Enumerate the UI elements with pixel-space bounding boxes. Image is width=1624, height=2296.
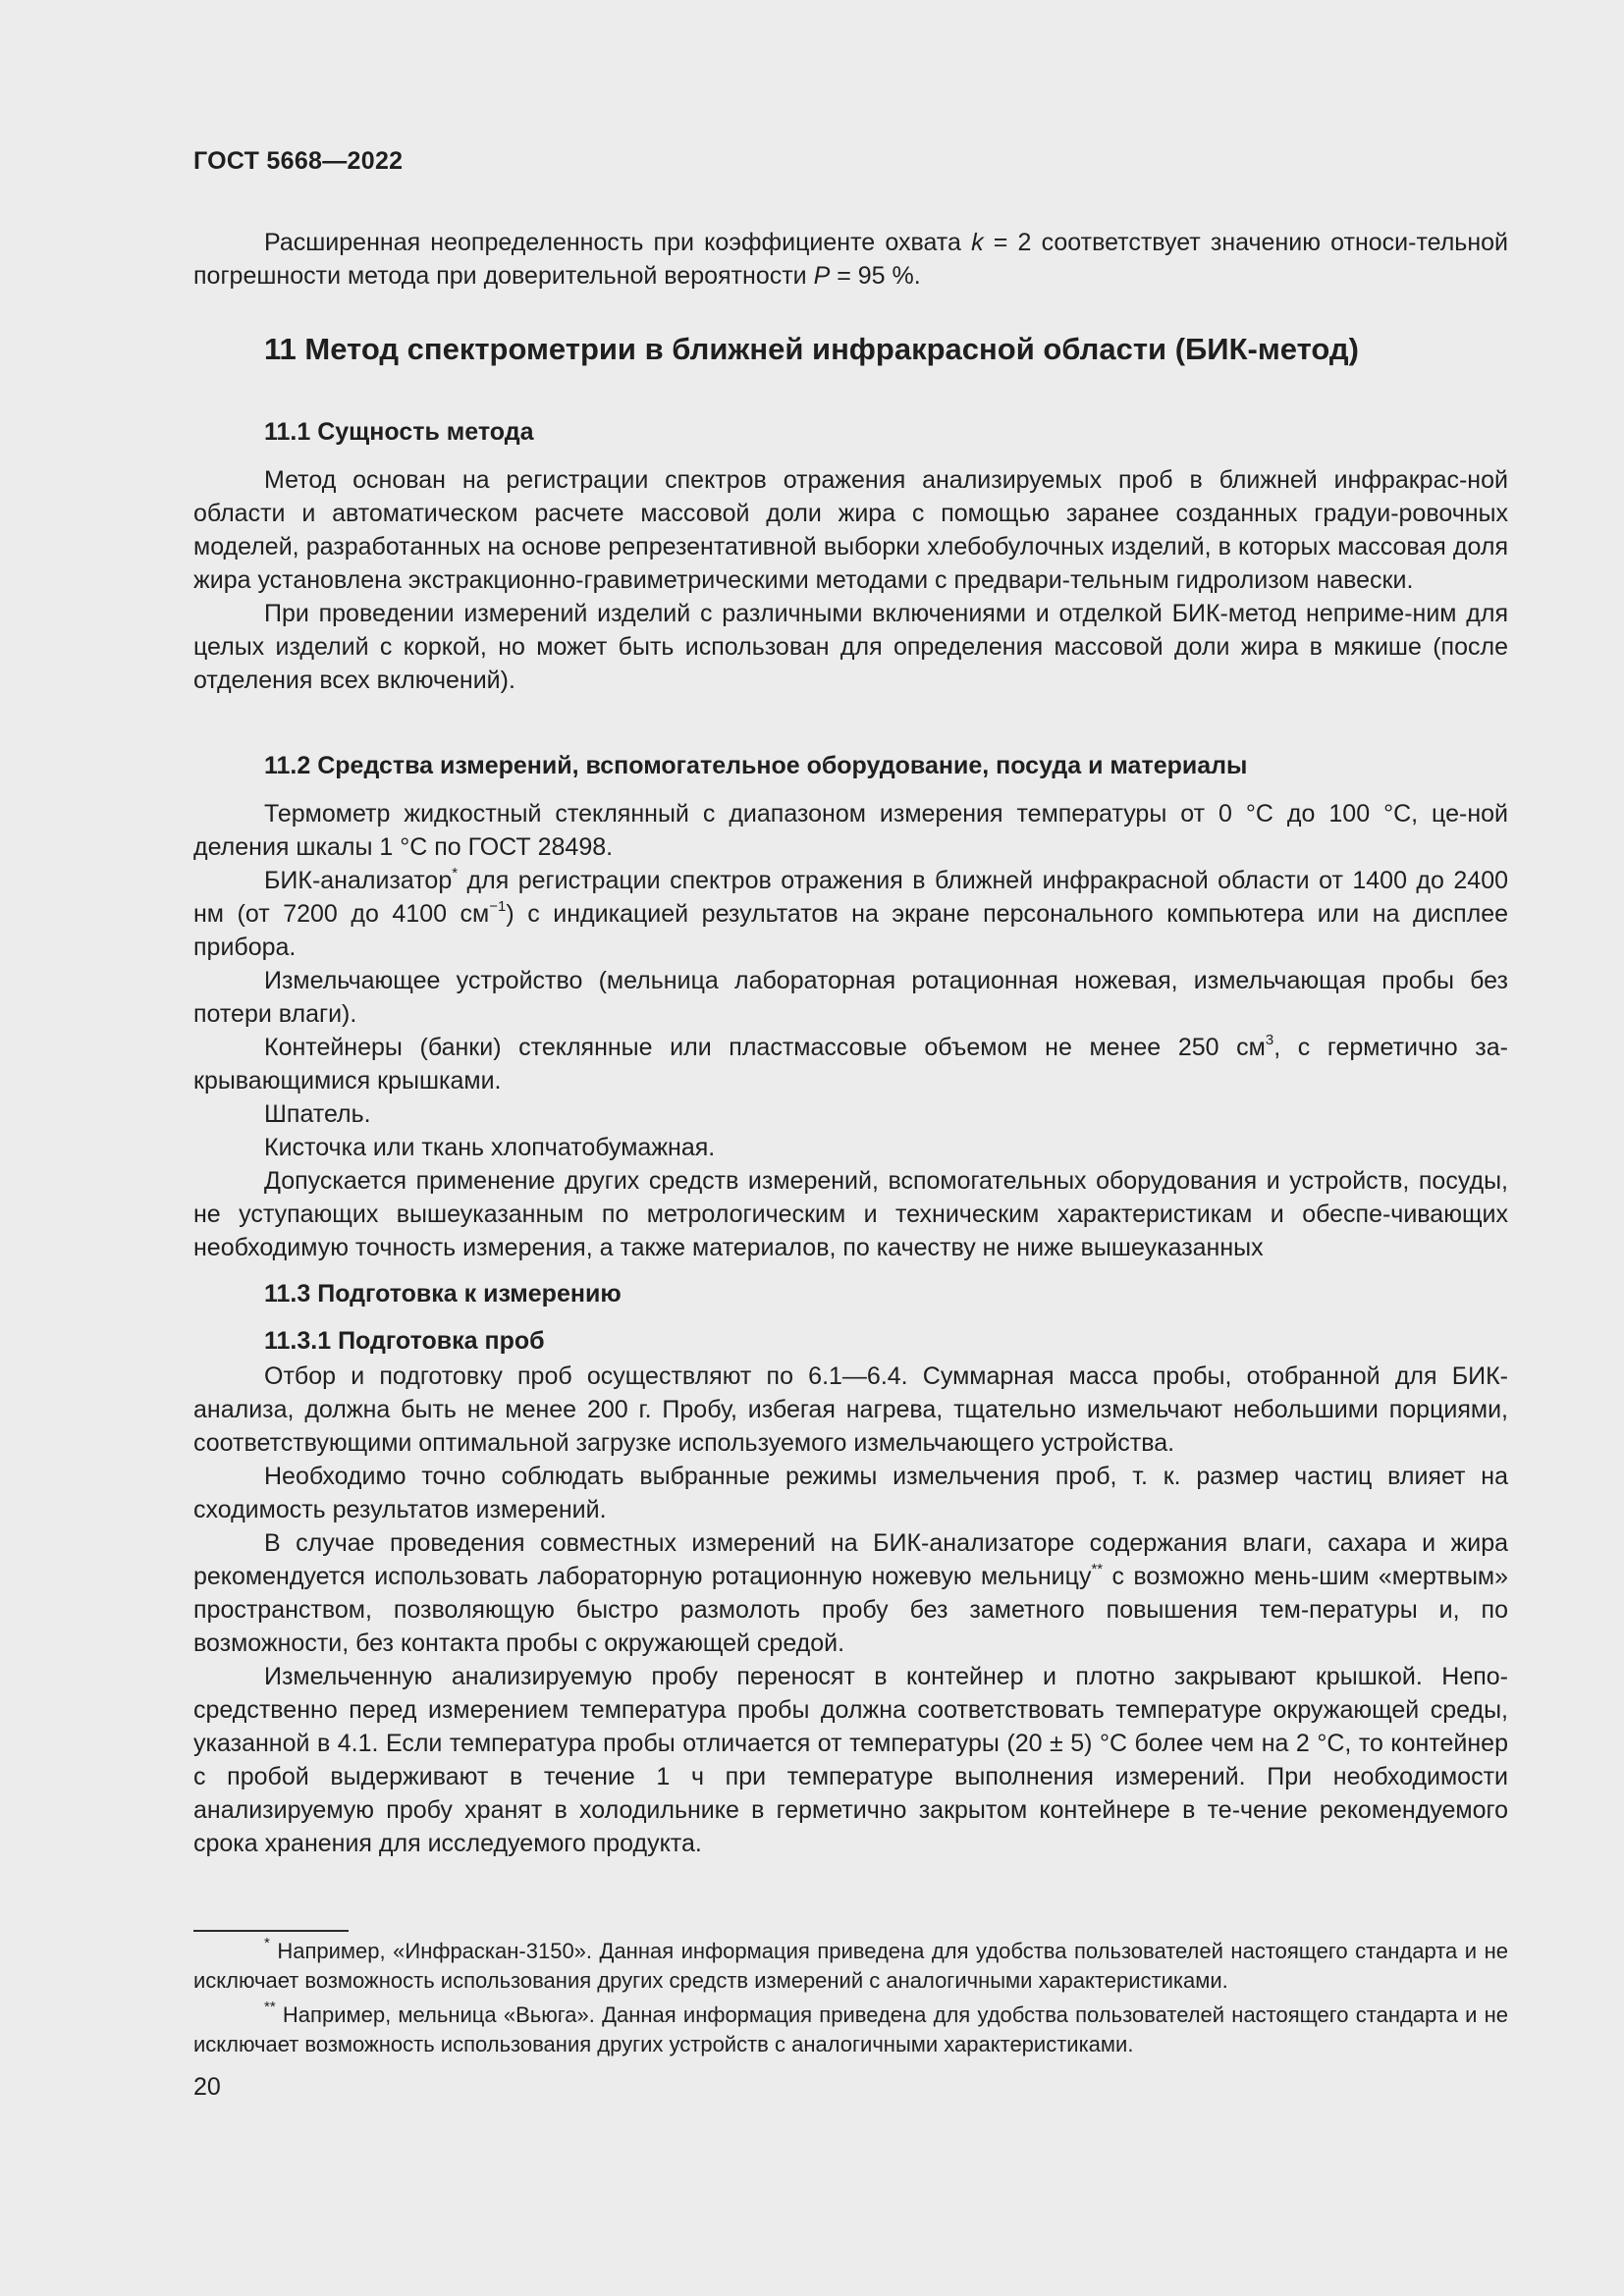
text-run: = 2 соответствует значению относи-тельной погрешности метода при доверительной вероятности — [193, 229, 1508, 290]
footnote — [193, 2001, 1508, 2059]
subsection-11-2-body — [193, 797, 1508, 1264]
text-run: с возможно мень-шим «мертвым» пространством, позволяющую быстро размолоть пробу без заметного повышения тем-пературы и, по возможности, без контакта пробы с окружающей средой. — [193, 1563, 1508, 1657]
text-run: для регистрации спектров отражения в ближней инфракрасной области от 1400 до 2400 нм (от 7200 до 4100 см — [193, 867, 1508, 928]
subsection-11-3-1-body — [193, 1360, 1508, 1860]
paragraph: Метод основан на регистрации спектров отражения анализируемых проб в ближней инфракрас-ной области и автоматическом расчете массовой доли жира с помощью заранее созданных градуи-ровочных моделей, разработанных на основе репрезентативной выборки хлебобулочных изделий, в которых массовая доля жира установлена экстракционно-гравиметрическими методами с предвари-тельным гидролизом навески. — [193, 466, 1508, 594]
paragraph: Допускается применение других средств измерений, вспомогательных оборудования и устройств, посуды, не уступающих вышеуказанным по метрологическим и техническим характеристикам и обеспе-чивающих необходимую точность измерения, а также материалов, по качеству не ниже вышеуказанных — [193, 1167, 1508, 1261]
footnote-ref: ** — [1091, 1561, 1104, 1577]
paragraph: Термометр жидкостный стеклянный с диапазоном измерения температуры от 0 °С до 100 °С, це-ной деления шкалы 1 °С по ГОСТ 28498. — [193, 800, 1508, 861]
text-run: Контейнеры (банки) стеклянные или пластмассовые объемом не менее 250 см — [264, 1034, 1266, 1061]
page-number: 20 — [193, 2073, 221, 2101]
subsection-11-1-body — [193, 463, 1508, 697]
footnote-ref: * — [452, 865, 459, 881]
intro-paragraph — [193, 226, 1508, 293]
paragraph: При проведении измерений изделий с различными включениями и отделкой БИК-метод неприме-ним для целых изделий с коркой, но может быть использован для определения массовой доли жира в мякише (после отделения всех включений). — [193, 600, 1508, 694]
text-run: БИК-анализатор — [264, 867, 453, 894]
text-run: = 95 %. — [830, 262, 921, 290]
variable-k: k — [971, 229, 984, 256]
paragraph — [193, 1031, 1508, 1097]
paragraph: Измельченную анализируемую пробу переносят в контейнер и плотно закрывают крышкой. Непо-средственно перед измерением температура пробы должна соответствовать температуре окружающей среды, указанной в 4.1. Если температура пробы отличается от температуры (20 ± 5) °С более чем на 2 °С, то контейнер с пробой выдерживают в течение 1 ч при температуре выполнения измерений. При необходимости анализируемую пробу хранят в холодильнике в герметично закрытом контейнере в те-чение рекомендуемого срока хранения для исследуемого продукта. — [193, 1663, 1508, 1857]
paragraph: Шпатель. — [264, 1100, 371, 1128]
paragraph: Кисточка или ткань хлопчатобумажная. — [264, 1134, 716, 1161]
subsection-11-3-title: 11.3 Подготовка к измерению — [264, 1280, 622, 1308]
exponent: 3 — [1265, 1032, 1274, 1048]
standard-code-header: ГОСТ 5668—2022 — [193, 147, 404, 175]
text-run: ) с индикацией результатов на экране персонального компьютера или на дисплее прибора. — [193, 900, 1509, 961]
exponent: −1 — [489, 898, 507, 915]
footnote-separator — [193, 1930, 349, 1932]
subsection-11-3-1-title: 11.3.1 Подготовка проб — [264, 1327, 545, 1355]
footnote-mark: * — [264, 1935, 270, 1951]
paragraph: Необходимо точно соблюдать выбранные режимы измельчения проб, т. к. размер частиц влияет на сходимость результатов измерений. — [193, 1463, 1508, 1523]
footnotes-block — [193, 1937, 1508, 2059]
text-run: , с герметично за-крывающимися крышками. — [193, 1034, 1508, 1095]
footnote-text: Например, «Инфраскан-3150». Данная информация приведена для удобства пользователей настоящего стандарта и не исключает возможность использования других средств измерений с аналогичными характеристиками. — [193, 1939, 1508, 1993]
subsection-11-2-title: 11.2 Средства измерений, вспомогательное оборудование, посуда и материалы — [264, 752, 1248, 779]
section-11-title: 11 Метод спектрометрии в ближней инфракрасной области (БИК-метод) — [264, 332, 1359, 366]
footnote-mark: ** — [264, 1999, 276, 2015]
text-run: В случае проведения совместных измерений на БИК-анализаторе содержания влаги, сахара и жира рекомендуется использовать лабораторную ротационную ножевую мельницу — [193, 1529, 1508, 1590]
paragraph: Отбор и подготовку проб осуществляют по 6.1—6.4. Суммарная масса пробы, отобранной для БИК-анализа, должна быть не менее 200 г. Пробу, избегая нагрева, тщательно измельчают небольшими порциями, соответствующими оптимальной загрузке используемого измельчающего устройства. — [193, 1362, 1508, 1457]
subsection-11-1-title: 11.1 Сущность метода — [264, 418, 534, 446]
paragraph — [193, 1526, 1508, 1660]
footnote — [193, 1937, 1508, 1996]
variable-p: P — [813, 262, 831, 290]
paragraph: Измельчающее устройство (мельница лабораторная ротационная ножевая, измельчающая пробы без потери влаги). — [193, 967, 1508, 1028]
paragraph — [193, 864, 1508, 964]
footnote-text: Например, мельница «Вьюга». Данная информация приведена для удобства пользователей настоящего стандарта и не исключает возможность использования других устройств с аналогичными характеристиками. — [193, 2002, 1508, 2056]
intro-block — [193, 226, 1508, 293]
text-run: Расширенная неопределенность при коэффициенте охвата — [264, 229, 972, 256]
